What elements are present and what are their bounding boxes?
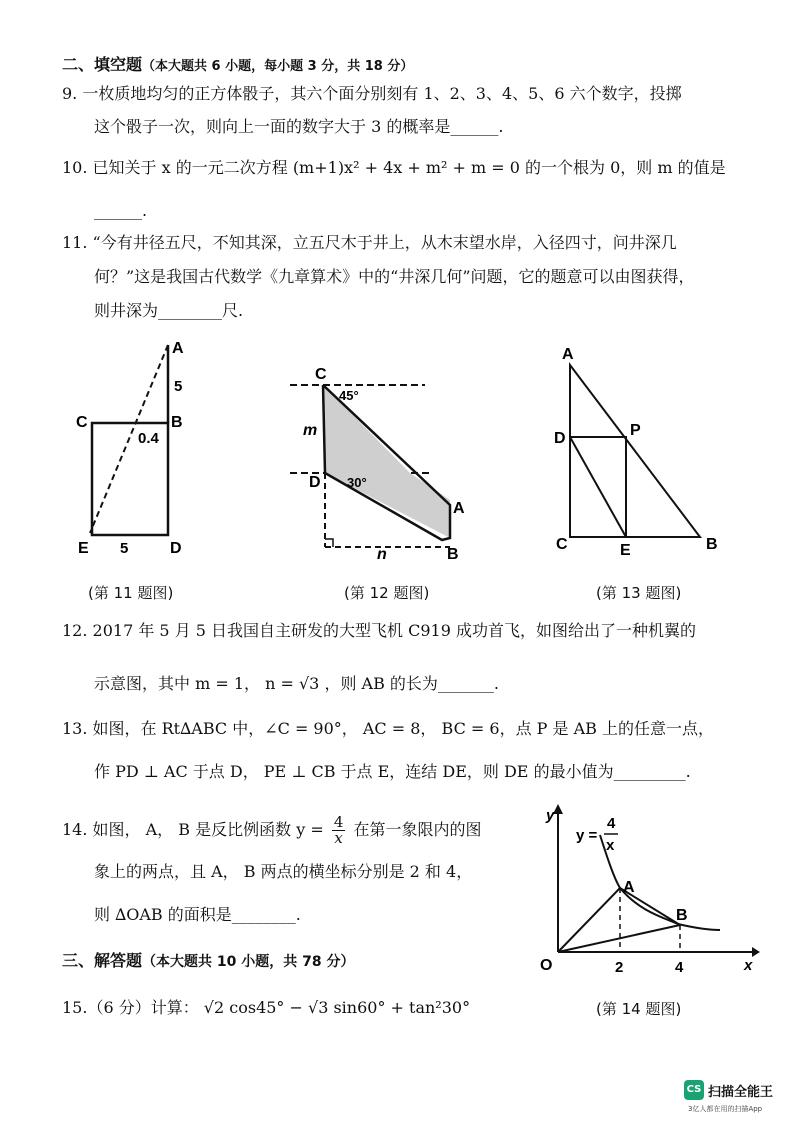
section3-note: （本大题共 10 小题，共 78 分） (142, 954, 355, 970)
label-D: D (554, 430, 566, 447)
segment-OA (558, 888, 620, 952)
q10-line1: 10. 已知关于 x 的一元二次方程 (m+1)x² + 4x + m² + m = 0 的一个根为 0，则 m 的值是 (62, 158, 726, 177)
y-arrow (553, 804, 563, 814)
figure-14 (530, 800, 760, 980)
section-title: 二、填空题 (62, 55, 143, 74)
q12-line2: 示意图，其中 m = 1， n = √3 ，则 AB 的长为_______. (94, 674, 500, 693)
label-45: 45° (339, 388, 359, 403)
label-B: B (447, 546, 459, 563)
fn-lhs: y = (576, 827, 598, 844)
caption-13: (第 13 题图) (596, 584, 682, 602)
q9-line1: 9. 一枚质地均匀的正方体骰子，其六个面分别刻有 1、2、3、4、5、6 六个数字，投掷 (62, 84, 682, 103)
q14-fraction (332, 815, 346, 846)
label-x: x (744, 957, 753, 974)
triangle-ABC (570, 365, 700, 537)
label-A: A (562, 346, 574, 363)
section3-title: 三、解答题 (62, 951, 143, 970)
label-A: A (172, 340, 184, 357)
caption-11: (第 11 题图) (88, 584, 174, 602)
label-ab: 5 (174, 378, 183, 395)
q14-lhs: 14. 如图， A， B 是反比例函数 y = (62, 820, 324, 839)
frac-den: x (334, 829, 343, 847)
right-angle (325, 539, 333, 547)
label-n: n (377, 546, 387, 563)
frac-num: 4 (333, 813, 344, 831)
x-arrow (752, 947, 760, 957)
label-C: C (315, 366, 327, 383)
q14-line1 (62, 815, 481, 846)
figure-12 (285, 355, 465, 565)
label-E: E (78, 540, 89, 557)
label-D: D (309, 474, 321, 491)
section3-heading (62, 948, 354, 971)
label-y: y (546, 807, 555, 824)
q11-line2: 何？”这是我国古代数学《九章算术》中的“井深几何”问题，它的题意可以由图获得， (94, 267, 695, 286)
q14-line2: 象上的两点，且 A， B 两点的横坐标分别是 2 和 4， (94, 862, 473, 881)
figure-11 (70, 335, 200, 560)
label-B: B (676, 907, 688, 924)
q9-line2: 这个骰子一次，则向上一面的数字大于 3 的概率是______. (94, 117, 504, 136)
q15-text: 15.（6 分）计算： √2 cos45° − √3 sin60° + tan²30° (62, 998, 471, 1017)
label-O: O (540, 957, 553, 974)
q13-line1: 13. 如图，在 Rt∆ABC 中，∠C = 90°， AC = 8， BC = 6，点 P 是 AB 上的任意一点， (62, 719, 714, 738)
label-A: A (623, 879, 635, 896)
scanner-logo: CS (684, 1080, 704, 1100)
tick-4: 4 (675, 959, 684, 976)
fn-den: x (606, 837, 615, 854)
label-m: m (303, 422, 318, 439)
label-cb: 0.4 (138, 430, 159, 447)
q12-line1: 12. 2017 年 5 月 5 日我国自主研发的大型飞机 C919 成功首飞，如图给出了一种机翼的 (62, 621, 696, 640)
label-B: B (171, 414, 183, 431)
tick-2: 2 (615, 959, 624, 976)
scanner-name: 扫描全能王 (708, 1085, 774, 1100)
label-30: 30° (347, 475, 367, 490)
label-A: A (453, 500, 465, 517)
label-P: P (630, 422, 641, 439)
q14-rhs: 在第一象限内的图 (353, 820, 482, 839)
hyperbola-curve (600, 835, 720, 930)
label-B: B (706, 536, 718, 553)
section-note: （本大题共 6 小题，每小题 3 分，共 18 分） (142, 59, 414, 74)
section-heading (62, 52, 413, 75)
segment-DE (570, 437, 626, 537)
label-ed: 5 (120, 540, 129, 557)
q13-line2: 作 PD ⊥ AC 于点 D， PE ⊥ CB 于点 E，连结 DE，则 DE 的最小值为_________. (94, 762, 691, 781)
q10-line2: ______. (94, 201, 148, 220)
label-C: C (76, 414, 88, 431)
label-E: E (620, 542, 631, 559)
scanner-sub: 3亿人都在用的扫描App (688, 1105, 763, 1113)
caption-12: (第 12 题图) (344, 584, 430, 602)
label-C: C (556, 536, 568, 553)
caption-14: (第 14 题图) (596, 1000, 682, 1018)
segment-OB (558, 925, 680, 952)
q14-line3: 则 ∆OAB 的面积是________. (94, 905, 301, 924)
figure-13 (550, 345, 730, 560)
label-D: D (170, 540, 182, 557)
q11-line3: 则井深为________尺. (94, 301, 244, 320)
q11-line1: 11. “今有井径五尺，不知其深，立五尺木于井上，从木末望水岸，入径四寸，问井深几 (62, 233, 677, 252)
fn-num: 4 (607, 815, 616, 832)
